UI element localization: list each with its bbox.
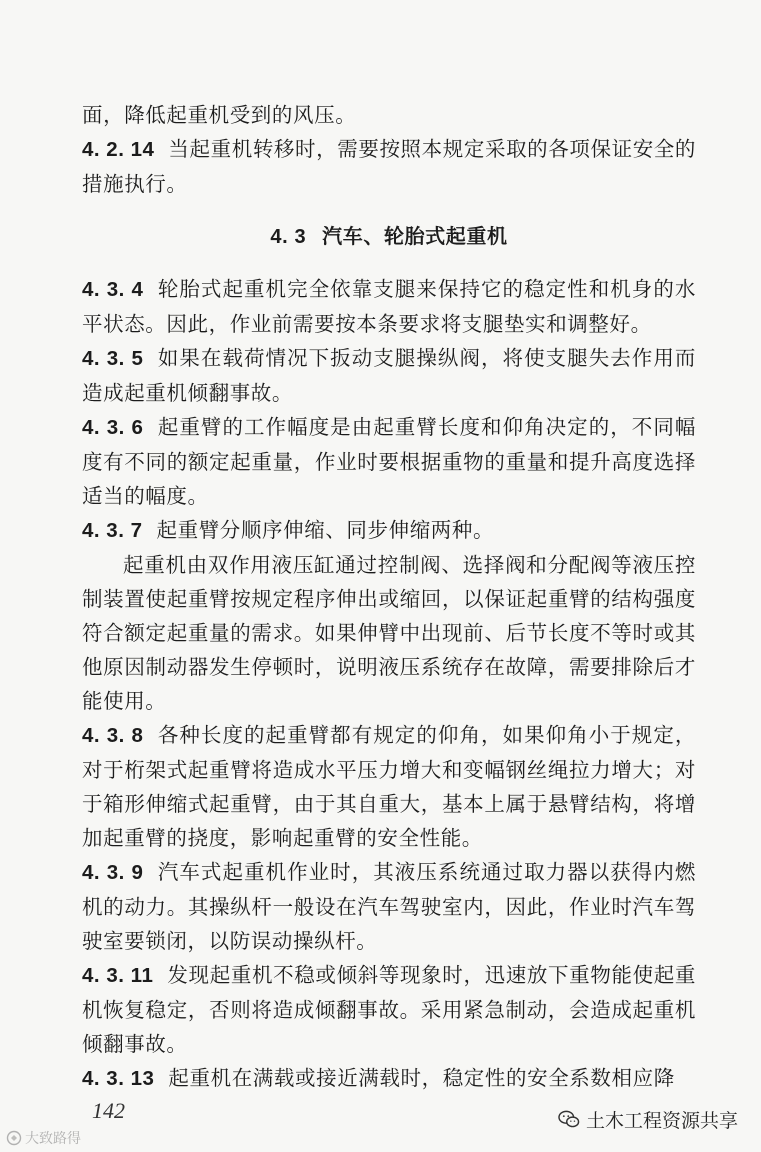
clause-text: 轮胎式起重机完全依靠支腿来保持它的稳定性和机身的水平状态。因此，作业前需要按本条要求将支腿垫实和调整好。 xyxy=(82,277,696,336)
clause-4-3-6 xyxy=(82,410,696,513)
clause-text: 起重机在满载或接近满载时，稳定性的安全系数相应降 xyxy=(168,1066,675,1090)
clause-number: 4. 3. 7 xyxy=(82,519,143,542)
clause-number: 4. 3. 6 xyxy=(82,416,144,439)
wechat-watermark xyxy=(558,1106,738,1133)
section-number: 4. 3 xyxy=(270,226,307,248)
clause-number: 4. 3. 11 xyxy=(82,964,154,987)
faint-watermark xyxy=(6,1128,81,1148)
clause-4-3-5 xyxy=(82,341,696,410)
clause-4-2-14 xyxy=(82,132,696,201)
paragraph-continuation: 面，降低起重机受到的风压。 xyxy=(82,103,357,127)
clause-4-3-11 xyxy=(82,958,696,1061)
watermark-logo-icon xyxy=(6,1130,22,1146)
clause-text: 各种长度的起重臂都有规定的仰角，如果仰角小于规定，对于桁架式起重臂将造成水平压力增大和变幅钢丝绳拉力增大；对于箱形伸缩式起重臂，由于其自重大，基本上属于悬臂结构，将增加起重臂的挠度，影响起重臂的安全性能。 xyxy=(82,723,696,850)
watermark-text: 土木工程资源共享 xyxy=(586,1110,739,1132)
clause-text: 汽车式起重机作业时，其液压系统通过取力器以获得内燃机的动力。其操纵杆一般设在汽车驾驶室内，因此，作业时汽车驾驶室要锁闭，以防误动操纵杆。 xyxy=(82,860,696,953)
clause-4-3-4 xyxy=(82,272,696,341)
clause-text: 如果在载荷情况下扳动支腿操纵阀，将使支腿失去作用而造成起重机倾翻事故。 xyxy=(82,346,696,405)
clause-4-3-7 xyxy=(82,513,696,548)
clause-text: 起重臂分顺序伸缩、同步伸缩两种。 xyxy=(156,518,495,542)
clause-number: 4. 3. 5 xyxy=(82,347,144,370)
page-number: 142 xyxy=(92,1098,125,1123)
clause-4-3-8 xyxy=(82,718,696,855)
clause-text: 当起重机转移时，需要按照本规定采取的各项保证安全的措施执行。 xyxy=(82,137,697,196)
section-heading xyxy=(82,219,696,254)
clause-text: 起重臂的工作幅度是由起重臂长度和仰角决定的，不同幅度有不同的额定起重量，作业时要根据重物的重量和提升高度选择适当的幅度。 xyxy=(82,415,696,508)
wechat-icon xyxy=(558,1110,580,1130)
clause-number: 4. 3. 13 xyxy=(82,1067,155,1090)
clause-text: 发现起重机不稳或倾斜等现象时，迅速放下重物能使起重机恢复稳定，否则将造成倾翻事故。采用紧急制动，会造成起重机倾翻事故。 xyxy=(82,963,697,1056)
clause-4-3-7-continuation: 起重机由双作用液压缸通过控制阀、选择阀和分配阀等液压控制装置使起重臂按规定程序伸出或缩回，以保证起重臂的结构强度符合额定起重量的需求。如果伸臂中出现前、后节长度不等时或其他原因制动器发生停顿时，说明液压系统存在故障，需要排除后才能使用。 xyxy=(82,553,696,713)
clause-4-3-13 xyxy=(82,1061,696,1096)
watermark-left-text: 大致路得 xyxy=(25,1131,81,1147)
section-title: 汽车、轮胎式起重机 xyxy=(322,224,508,248)
clause-number: 4. 2. 14 xyxy=(82,138,155,161)
clause-number: 4. 3. 8 xyxy=(82,724,144,747)
clause-number: 4. 3. 9 xyxy=(82,861,144,884)
clause-number: 4. 3. 4 xyxy=(82,278,144,301)
body-text xyxy=(82,98,696,1096)
clause-4-3-9 xyxy=(82,855,696,958)
